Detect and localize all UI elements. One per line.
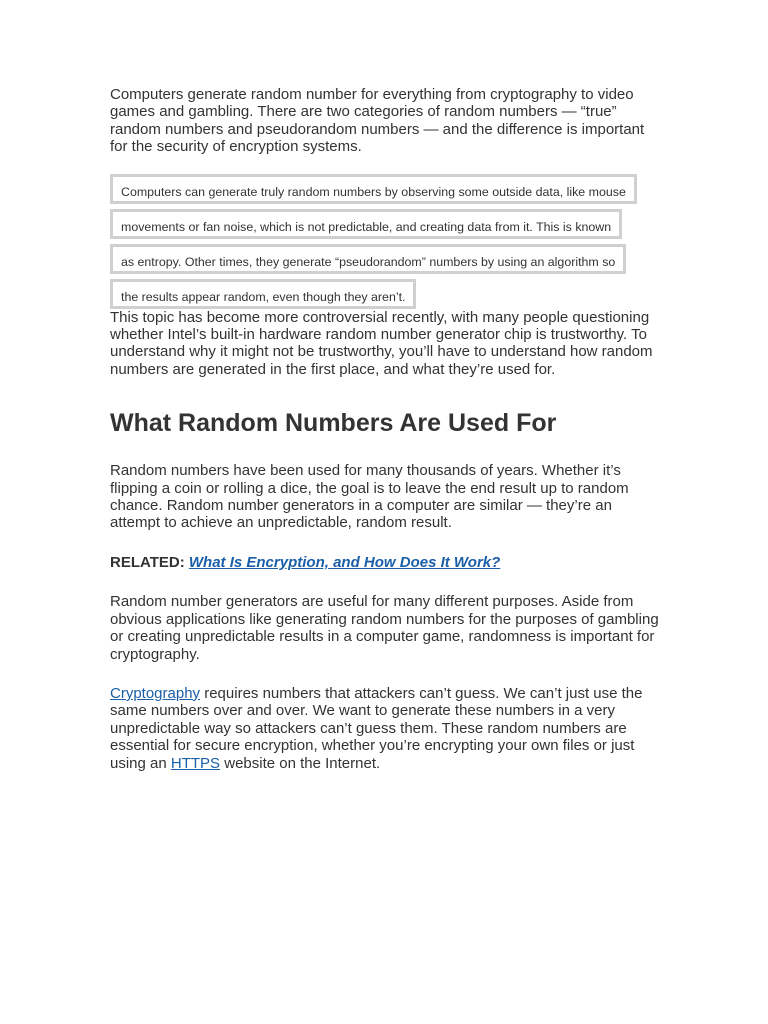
purposes-paragraph: Random number generators are useful for many different purposes. Aside from obvious applications like generating random numbers for the purposes of gambling or creating unpredictable results in a computer game, randomness is important for cryptography. (110, 593, 659, 663)
intro-paragraph: Computers generate random number for everything from cryptography to video games and gambling. There are two categories of random numbers — “true” random numbers and pseudorandom numbers — and the difference is important for the security of encryption systems. (110, 86, 645, 156)
summary-box (110, 174, 662, 304)
section-heading: What Random Numbers Are Used For (110, 409, 557, 438)
summary-line: movements or fan noise, which is not predictable, and creating data from it. This is known (110, 209, 622, 239)
https-link[interactable]: HTTPS (170, 754, 221, 772)
article-content (110, 86, 662, 772)
cryptography-text: requires numbers that attackers can’t guess. We can’t just use the same numbers over and over. We want to generate these numbers in a very unpredictable way so attackers can’t guess them. These random numbers are essential for secure encryption, whether you’re encrypting your own files or just using an (110, 684, 643, 772)
related-label: RELATED: (110, 553, 185, 571)
summary-line: the results appear random, even though they aren’t. (110, 279, 416, 309)
summary-line: Computers can generate truly random numbers by observing some outside data, like mouse (110, 174, 637, 204)
controversy-paragraph: This topic has become more controversial recently, with many people questioning whether Intel’s built-in hardware random number generator chip is trustworthy. To understand why it might not be trustworthy, you’ll have to understand how random numbers are generated in the first place, and what they’re used for. (110, 308, 653, 378)
summary-line: as entropy. Other times, they generate “pseudorandom” numbers by using an algorithm so (110, 244, 626, 274)
related-line (110, 554, 662, 571)
cryptography-paragraph (110, 685, 662, 772)
history-paragraph: Random numbers have been used for many thousands of years. Whether it’s flipping a coin or rolling a dice, the goal is to leave the end result up to random chance. Random number generators in a computer are similar — they’re an attempt to achieve an unpredictable, random result. (110, 462, 629, 532)
related-article-link[interactable]: What Is Encryption, and How Does It Work? (188, 553, 501, 571)
cryptography-link[interactable]: Cryptography (110, 684, 201, 702)
cryptography-text-end: website on the Internet. (220, 754, 381, 772)
